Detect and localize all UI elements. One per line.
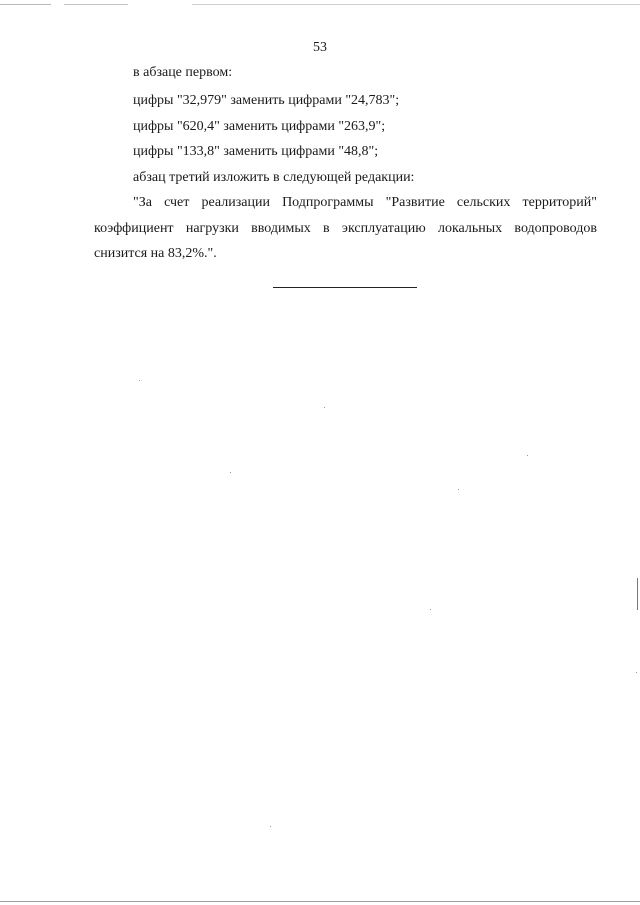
page-number: 53 xyxy=(313,40,327,55)
scan-speck xyxy=(230,472,231,473)
text-line-8: снизится на 83,2%.". xyxy=(94,246,217,261)
text-line-5: абзац третий изложить в следующей редакции: xyxy=(133,170,415,185)
end-separator-line xyxy=(273,287,417,288)
scan-speck xyxy=(458,489,459,490)
scan-speck xyxy=(430,609,431,610)
scan-edge-right-mark xyxy=(637,578,638,610)
scan-speck xyxy=(270,826,271,827)
text-line-1: в абзаце первом: xyxy=(133,65,233,80)
scan-edge-bottom xyxy=(0,901,640,902)
scan-speck xyxy=(636,672,637,673)
text-line-6: "За счет реализации Подпрограммы "Развитие сельских территорий" xyxy=(133,195,597,210)
scan-edge-top xyxy=(0,4,640,5)
scan-speck xyxy=(527,455,528,456)
scan-speck xyxy=(139,380,140,381)
scan-speck xyxy=(324,407,325,408)
text-line-7: коэффициент нагрузки вводимых в эксплуатацию локальных водопроводов xyxy=(94,221,597,236)
text-line-4: цифры "133,8" заменить цифрами "48,8"; xyxy=(133,144,379,159)
text-line-2: цифры "32,979" заменить цифрами "24,783"; xyxy=(133,93,400,108)
text-line-3: цифры "620,4" заменить цифрами "263,9"; xyxy=(133,119,386,134)
